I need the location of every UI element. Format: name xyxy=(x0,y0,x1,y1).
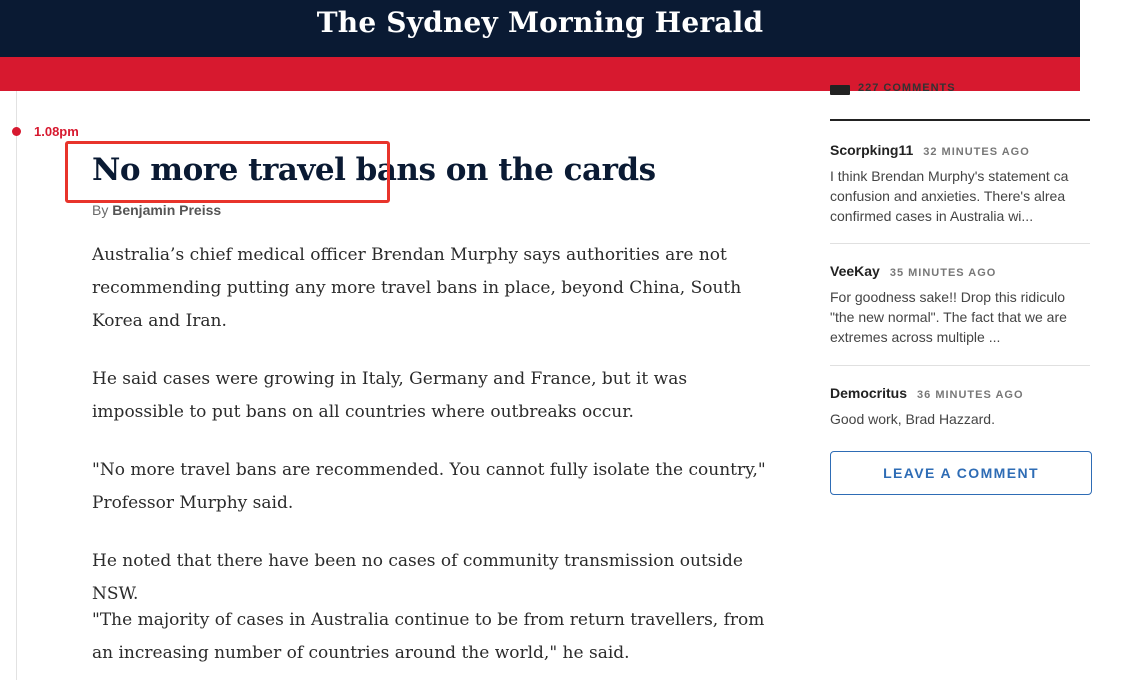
comment-age: 32 MINUTES AGO xyxy=(923,146,1030,158)
comment-item xyxy=(830,142,1130,226)
leave-comment-button[interactable]: LEAVE A COMMENT xyxy=(830,451,1092,495)
rail-divider xyxy=(830,119,1090,121)
paragraph: "No more travel bans are recommended. You cannot fully isolate the country," Professor Murphy said. xyxy=(92,460,766,513)
site-logo[interactable]: The Sydney Morning Herald xyxy=(316,6,764,39)
speech-bubble-icon xyxy=(830,85,850,95)
comment-divider xyxy=(830,243,1090,244)
byline-prefix: By xyxy=(92,202,109,218)
comment-line: confirmed cases in Australia wi... xyxy=(830,208,1034,224)
byline xyxy=(92,202,221,218)
post-headline: No more travel bans on the cards xyxy=(92,152,656,188)
comment-line: For goodness sake!! Drop this ridiculo xyxy=(830,289,1065,305)
comment-age: 36 MINUTES AGO xyxy=(917,389,1024,401)
post-time: 1.08pm xyxy=(34,124,79,139)
comment-line: I think Brendan Murphy's statement ca xyxy=(830,168,1069,184)
annotation-highlight-box xyxy=(65,141,390,203)
comment-line: Good work, Brad Hazzard. xyxy=(830,411,995,427)
paragraph: Australia’s chief medical officer Brendan Murphy says authorities are not recommending putting any more travel bans in place, beyond China, South Korea and Iran. xyxy=(92,245,742,331)
comment-text[interactable] xyxy=(830,409,1130,429)
comment-divider xyxy=(830,365,1090,366)
comment-text[interactable] xyxy=(830,166,1130,226)
comment-age: 35 MINUTES AGO xyxy=(889,267,997,279)
comment-item xyxy=(830,263,1130,347)
commenter-name[interactable]: VeeKay xyxy=(830,263,880,279)
commenter-name[interactable]: Democritus xyxy=(830,385,908,401)
paragraph: He noted that there have been no cases of community transmission outside NSW. xyxy=(92,551,743,604)
comment-count-row[interactable] xyxy=(830,82,1090,101)
comments-rail xyxy=(830,82,1080,680)
commenter-name[interactable]: Scorpking11 xyxy=(830,142,914,158)
comment-item xyxy=(830,385,1130,429)
author-link[interactable]: Benjamin Preiss xyxy=(112,202,222,218)
timeline-dot xyxy=(12,127,21,136)
comment-count: 227 COMMENTS xyxy=(858,82,956,94)
comment-text[interactable] xyxy=(830,287,1130,347)
comment-line: confusion and anxieties. There's alrea xyxy=(830,188,1066,204)
paragraph: "The majority of cases in Australia continue to be from return travellers, from an increasing number of countries around the world," he said. xyxy=(92,610,765,663)
comment-line: extremes across multiple ... xyxy=(830,329,1001,345)
paragraph: He said cases were growing in Italy, Germany and France, but it was impossible to put bans on all countries where outbreaks occur. xyxy=(92,369,688,422)
timeline-line xyxy=(16,91,17,680)
comment-line: "the new normal". The fact that we are xyxy=(830,309,1067,325)
masthead xyxy=(0,0,1080,57)
